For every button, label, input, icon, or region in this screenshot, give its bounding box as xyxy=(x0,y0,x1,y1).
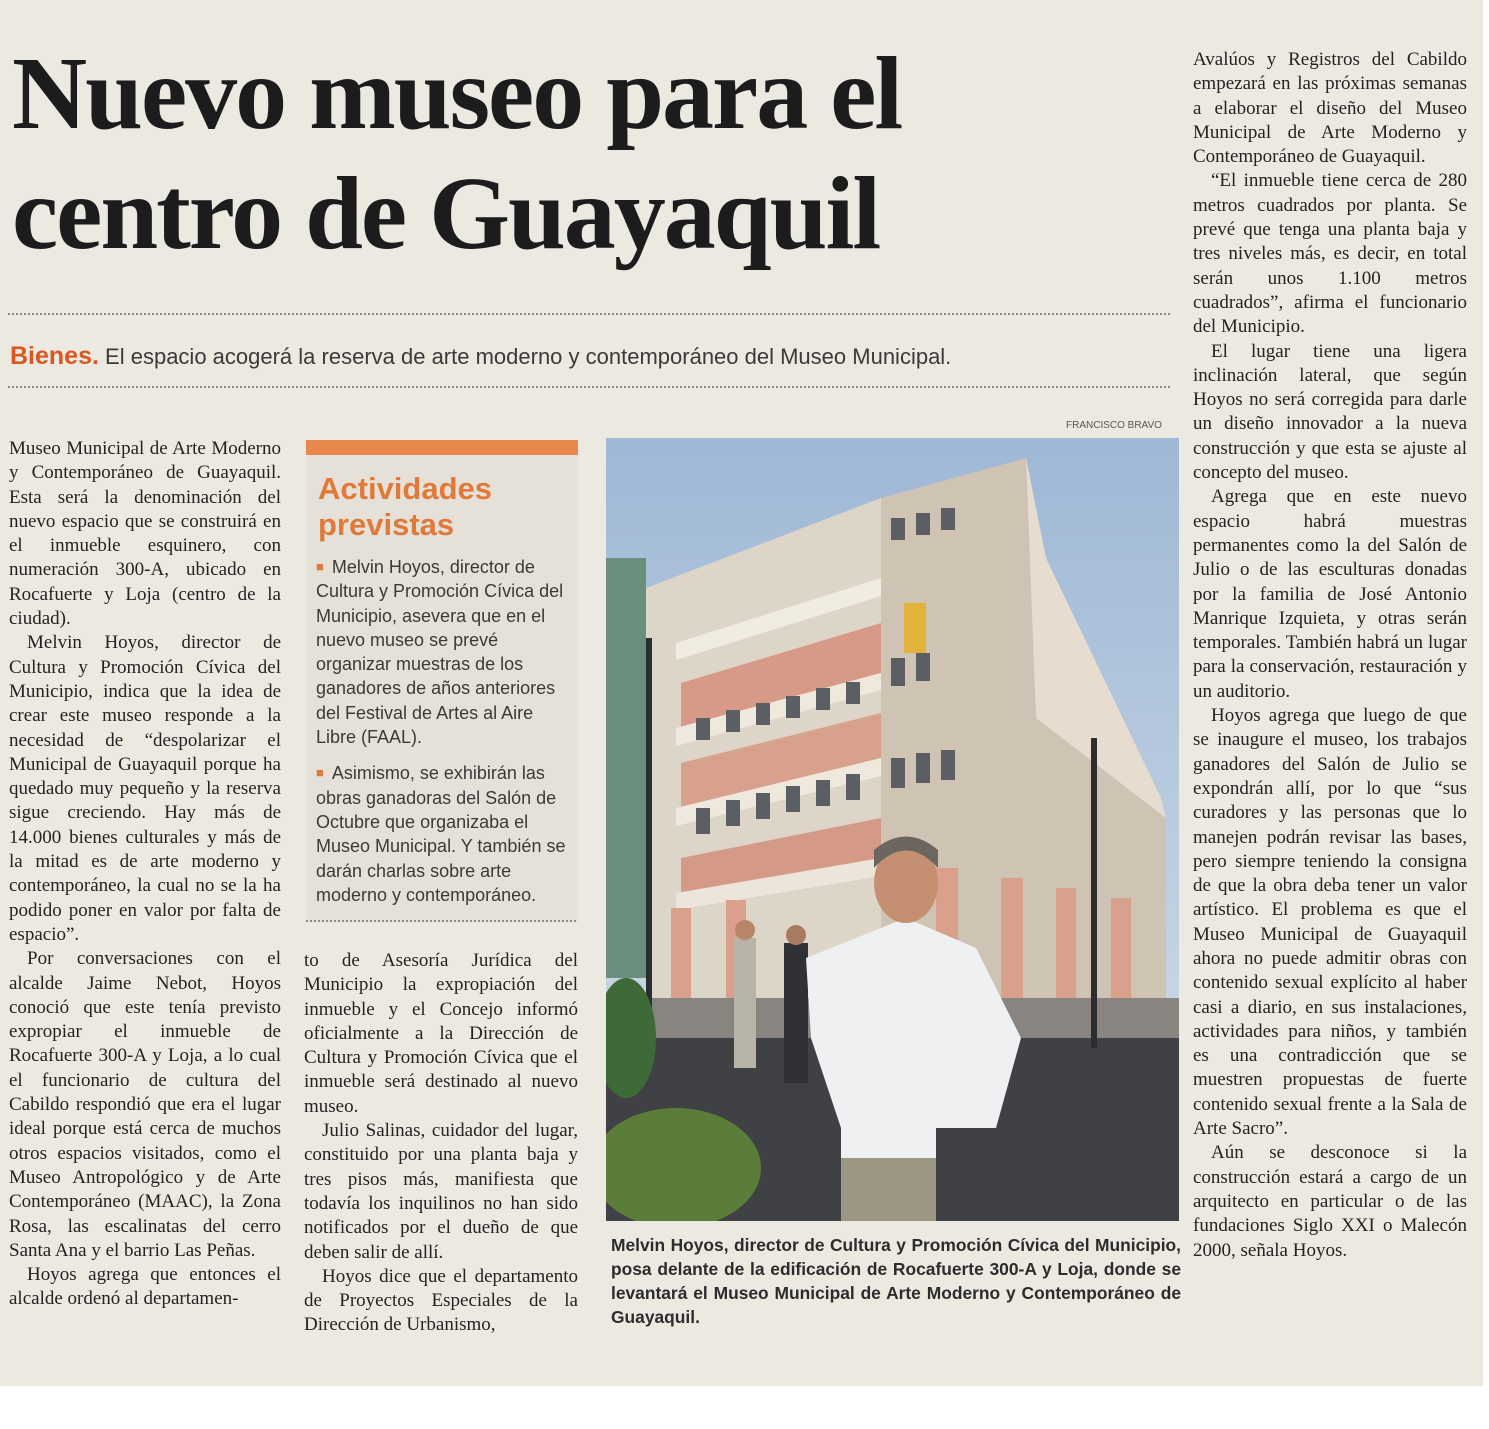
square-bullet-icon: ■ xyxy=(316,559,324,574)
paragraph: Hoyos agrega que luego de que se inaugure el museo, los trabajos ganadores del Salón de Julio se expondrán allí, por lo que “sus curadores y las personas que lo manejen podrán revisar las bases, pero siempre teniendo la consigna de que la obra deba tener un valor artístico. El problema es que el Museo Municipal de Guayaquil ahora no puede admitir obras con contenido sexual explícito al haber casi a diario, en sus instalaciones, actividades para niños, y también es una contradicción que se muestren propuestas de fuerte contenido sexual frente a la Sala de Arte Sacro”. xyxy=(1193,705,1467,1140)
photo-caption: Melvin Hoyos, director de Cultura y Promoción Cívica del Municipio, posa delante de la edificación de Rocafuerte 300-A y Loja, donde se levantará el Museo Municipal de Arte Moderno y Contemporáneo de Guayaquil. xyxy=(611,1235,1181,1327)
body-column-1 xyxy=(9,437,281,1312)
divider-top xyxy=(8,313,1170,315)
sidebar-accent-bar xyxy=(306,440,578,455)
paragraph: Museo Municipal de Arte Moderno y Contemporáneo de Guayaquil. Esta será la denominación del nuevo espacio que se construirá en el inmueble esquinero, con numeración 300-A, ubicado en Rocafuerte y Loja (centro de la ciudad). xyxy=(9,438,281,630)
sidebar-item-text: Asimismo, se exhibirán las obras ganadoras del Salón de Octubre que organizaba el Museo Municipal. Y también se darán charlas sobre arte moderno y contemporáneo. xyxy=(316,763,566,905)
paragraph: Julio Salinas, cuidador del lugar, constituido por una planta baja y tres pisos más, manifiesta que todavía los inquilinos no han sido notificados por el dueño de que deben salir de allí. xyxy=(304,1120,578,1263)
deck xyxy=(10,342,1170,371)
square-bullet-icon: ■ xyxy=(316,765,324,781)
paragraph: Por conversaciones con el alcalde Jaime Nebot, Hoyos conoció que este tenía previsto expropiar el inmueble de Rocafuerte 300-A y Loja, a lo cual el funcionario de cultura del Cabildo respondió que era el lugar ideal porque está cerca de muchos otros espacios visitados, como el Museo Antropológico y de Arte Contemporáneo (MAAC), la Zona Rosa, las escalinatas del cerro Santa Ana y el barrio Las Peñas. xyxy=(9,948,281,1261)
sidebar-box xyxy=(306,440,578,922)
body-column-3 xyxy=(1193,48,1467,1263)
sidebar-item xyxy=(316,555,574,749)
headline-line-2: centro de Guayaquil xyxy=(12,156,880,271)
sidebar-title: Actividades previstas xyxy=(318,471,493,542)
sidebar-item xyxy=(316,761,574,907)
sidebar-divider xyxy=(306,920,576,922)
headline xyxy=(12,34,1172,274)
sidebar-item-text: Melvin Hoyos, director de Cultura y Promoción Cívica del Municipio, asevera que en el nuevo museo se prevé organizar muestras de los ganadores de años anteriores del Festival de Artes al Aire Libre (FAAL). xyxy=(316,557,564,748)
paragraph: “El inmueble tiene cerca de 280 metros cuadrados por planta. Se prevé que tenga una planta baja y tres niveles más, es decir, en total serán unos 1.100 metros cuadrados”, afirma el funcionario del Municipio. xyxy=(1193,170,1467,338)
deck-text: El espacio acogerá la reserva de arte moderno y contemporáneo del Museo Municipal. xyxy=(98,344,952,369)
paragraph: Melvin Hoyos, director de Cultura y Promoción Cívica del Municipio, indica que la idea de crear este museo responde a la necesidad de “despolarizar el Municipal de Guayaquil porque ha quedado muy pequeño y la reserva sigue creciendo. Hay más de 14.000 bienes culturales y más de la mitad es de arte moderno y contemporáneo, la cual no se la ha podido poner en valor por falta de espacio”. xyxy=(9,632,281,945)
paragraph: Agrega que en este nuevo espacio habrá muestras permanentes como la del Salón de Julio o de las esculturas donadas por la familia de José Antonio Manrique Izquieta, y otras serán temporales. También habrá un lugar para la conservación, restauración y un auditorio. xyxy=(1193,486,1467,702)
headline-line-1: Nuevo museo para el xyxy=(12,36,902,151)
paragraph: El lugar tiene una ligera inclinación lateral, que según Hoyos no será corregida para darle un diseño innovador a la nueva construcción y que esta se ajuste al concepto del museo. xyxy=(1193,340,1467,484)
body-column-2 xyxy=(304,949,578,1338)
paragraph: Hoyos agrega que entonces el alcalde ordenó al departamen- xyxy=(9,1264,281,1310)
paragraph: Avalúos y Registros del Cabildo empezará en las próximas semanas a elaborar el diseño del Museo Municipal de Arte Moderno y Contemporáneo de Guayaquil. xyxy=(1193,49,1467,168)
photo-building-and-man xyxy=(606,438,1179,1221)
deck-kicker: Bienes. xyxy=(10,342,99,370)
paragraph: to de Asesoría Jurídica del Municipio la expropiación del inmueble y el Concejo informó oficialmente a la Dirección de Cultura y Promoción Cívica que el inmueble será destinado al nuevo museo. xyxy=(304,950,578,1117)
photo-credit: FRANCISCO BRAVO xyxy=(1066,420,1162,431)
divider-deck xyxy=(8,386,1170,388)
paragraph: Aún se desconoce si la construcción estará a cargo de un arquitecto en particular o de las fundaciones Siglo XXI o Malecón 2000, señala Hoyos. xyxy=(1193,1142,1467,1261)
paragraph: Hoyos dice que el departamento de Proyectos Especiales de la Dirección de Urbanismo, xyxy=(304,1265,578,1336)
